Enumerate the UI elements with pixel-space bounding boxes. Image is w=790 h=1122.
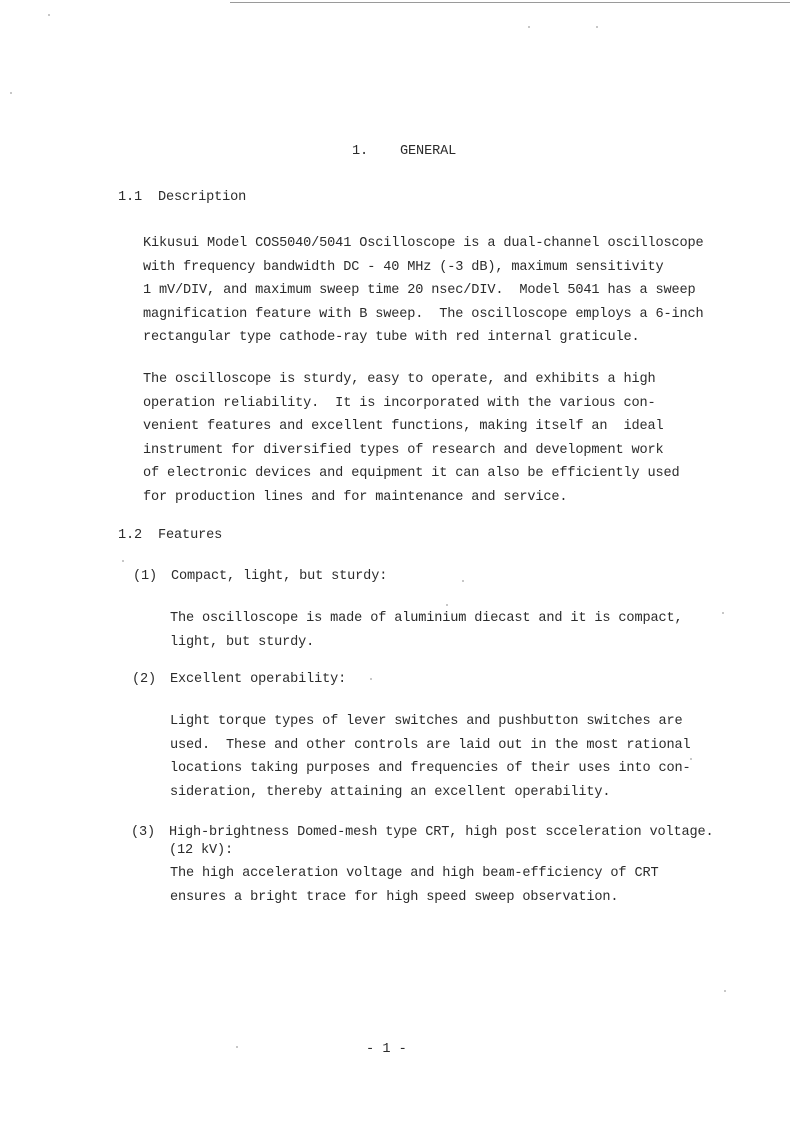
scan-speck — [370, 678, 372, 680]
scan-top-rule — [230, 2, 790, 3]
feature-body-line: ensures a bright trace for high speed sweep observation. — [170, 889, 619, 905]
feature-number: (3) — [131, 825, 156, 840]
feature-2-heading — [132, 672, 346, 688]
description-paragraph-2 — [143, 368, 680, 510]
paragraph-line: The oscilloscope is sturdy, easy to operate, and exhibits a high — [143, 372, 656, 387]
feature-title: Compact, light, but sturdy: — [171, 569, 388, 584]
paragraph-line: with frequency bandwidth DC - 40 MHz (-3 dB), maximum sensitivity — [143, 259, 664, 275]
page-title: 1. GENERAL — [352, 144, 457, 159]
feature-number: (1) — [133, 569, 158, 584]
section-heading-features: 1.2 Features — [118, 528, 223, 543]
feature-number: (2) — [132, 672, 157, 687]
feature-body-line: Light torque types of lever switches and pushbutton switches are — [170, 714, 683, 729]
feature-title: Excellent operability: — [170, 672, 347, 687]
feature-2-body — [170, 710, 691, 804]
paragraph-line: magnification feature with B sweep. The oscilloscope employs a 6-inch — [143, 306, 704, 322]
scan-speck — [446, 604, 448, 606]
paragraph-line: rectangular type cathode-ray tube with red internal graticule. — [143, 330, 640, 346]
scan-speck — [122, 560, 124, 562]
feature-body-line: sideration, thereby attaining an excellent operability. — [170, 784, 611, 800]
feature-body-line: locations taking purposes and frequencies of their uses into con- — [170, 761, 691, 777]
page-number: - 1 - — [366, 1042, 407, 1057]
scan-speck — [236, 1046, 238, 1048]
scan-speck — [528, 26, 530, 28]
paragraph-line: instrument for diversified types of research and development work — [143, 442, 664, 458]
paragraph-line: of electronic devices and equipment it can also be efficiently used — [143, 466, 680, 482]
scan-speck — [462, 580, 464, 582]
paragraph-line: operation reliability. It is incorporated with the various con- — [143, 395, 656, 411]
feature-body-line: The oscilloscope is made of aluminium diecast and it is compact, — [170, 611, 683, 626]
paragraph-line: for production lines and for maintenance and service. — [143, 489, 568, 505]
paragraph-line: 1 mV/DIV, and maximum sweep time 20 nsec/DIV. Model 5041 has a sweep — [143, 283, 696, 299]
description-paragraph-1 — [143, 232, 704, 350]
scan-speck — [724, 990, 726, 992]
feature-body-line: used. These and other controls are laid out in the most rational — [170, 737, 691, 753]
scan-speck — [48, 14, 50, 16]
paragraph-line: Kikusui Model COS5040/5041 Oscilloscope is a dual-channel oscilloscope — [143, 236, 704, 251]
feature-body-line: light, but sturdy. — [170, 634, 315, 650]
section-heading-description: 1.1 Description — [118, 190, 247, 205]
feature-1-heading — [133, 569, 387, 585]
feature-body-line: The high acceleration voltage and high beam-efficiency of CRT — [170, 866, 659, 881]
feature-title: High-brightness Domed-mesh type CRT, high post scceleration voltage. — [169, 825, 714, 840]
scan-speck — [596, 26, 598, 28]
feature-3-heading-continued: (12 kV): — [169, 843, 234, 858]
paragraph-line: venient features and excellent functions, making itself an ideal — [143, 419, 664, 435]
scan-speck — [722, 612, 724, 614]
feature-1-body — [170, 607, 683, 654]
feature-3-body — [170, 862, 658, 909]
scan-speck — [10, 92, 12, 94]
feature-3-heading — [131, 825, 714, 841]
